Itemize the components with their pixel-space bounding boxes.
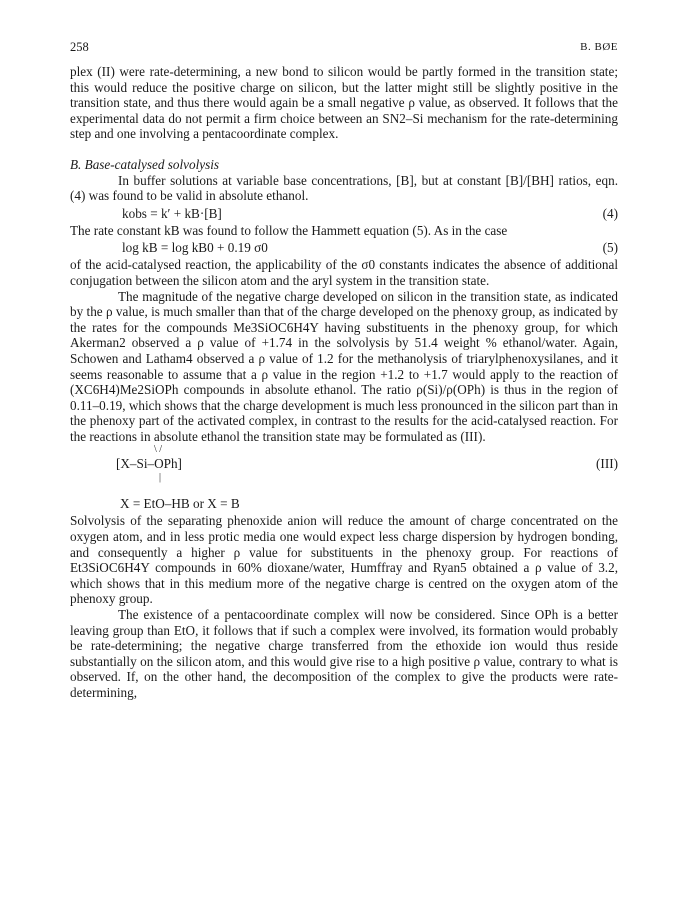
equation-number: (5) [602, 240, 618, 256]
section-heading: B. Base-catalysed solvolysis [70, 156, 220, 172]
running-head-author: B. BØE [580, 41, 618, 53]
equation-number: (III) [596, 456, 618, 472]
paragraph: of the acid-catalysed reaction, the applicability of the σ0 constants indicates the absence of additional conjugation between the silicon atom and the aryl system in the transition state. [70, 257, 618, 288]
page-header [70, 40, 618, 60]
bond-lines-top: \ / [154, 444, 163, 456]
paragraph: The existence of a pentacoordinate complex will now be considered. Since OPh is a better leaving group than EtO, it follows that if such a complex were involved, its formation would probably be rate-determining; the negative charge transferred from the ethoxide ion would thus reside substantially on the silicon atom, and this would give rise to a high positive ρ value, contrary to what is observed. If, on the other hand, the decomposition of the complex to give the products were rate-determining, [70, 607, 618, 700]
page-number: 258 [70, 40, 89, 54]
equation-expression: kobs = k′ + kB·[B] [122, 205, 222, 221]
paragraph: Solvolysis of the separating phenoxide anion will reduce the amount of charge concentrated on the oxygen atom, and in less protic media one would expect less charge dispersion by hydrogen bonding, and consequently a higher ρ value for substituents in the phenoxy group. For reactions of Et3SiOC6H4Y compounds in 60% dioxane/water, Humffray and Ryan5 obtained a ρ value of 3.2, which shows that in this medium more of the negative charge is centred on the oxygen atom of the phenoxy group. [70, 513, 618, 607]
equation-expression: log kB = log kB0 + 0.19 σ0 [122, 240, 268, 256]
structure-III [70, 444, 618, 488]
equation-4 [70, 204, 618, 223]
structure-formula: [X–Si–OPh] [116, 456, 182, 472]
paragraph: In buffer solutions at variable base concentrations, [B], but at constant [B]/[BH] ratios, eqn. (4) was found to be valid in absolute ethanol. [70, 172, 618, 204]
bond-line-bottom: | [159, 472, 162, 484]
equation-5 [70, 238, 618, 257]
paragraph: plex (II) were rate-determining, a new bond to silicon would be partly formed in the transition state; this would reduce the positive charge on silicon, but the latter might still be slightly positive in the transition state, and thus there would again be a small negative ρ value, as observed. It follows that the experimental data do not permit a firm choice between an SN2–Si mechanism for the rate-determining step and one involving a pentacoordinate complex. [70, 64, 618, 142]
paragraph: The rate constant kB was found to follow the Hammett equation (5). As in the case [70, 222, 508, 238]
paper-page [70, 40, 618, 701]
equation-number: (4) [602, 205, 618, 221]
paragraph: The magnitude of the negative charge developed on silicon in the transition state, as indicated by the ρ value, is much smaller than that of the charge developed on the phenoxy group, as indicated by the rates for the compounds Me3SiOC6H4Y having substituents in the phenoxy group, for which Akerman2 observed a ρ value of +1.74 in the solvolysis by 51.4 weight % ethanol/water. Again, Schowen and Latham4 observed a ρ value of 1.2 for the methanolysis of triarylphenoxysilanes, and it seems reasonable to assume that a ρ value in the region +1.2 to +1.7 would apply to the reaction of (XC6H4)Me2SiOPh compounds in absolute ethanol. The ratio ρ(Si)/ρ(OPh) is thus in the region of 0.11–0.19, which shows that the charge development is much less pronounced in the silicon part than in the phenoxy part of the activated complex, in contrast to the results for the acid-catalysed reaction. For the reactions in absolute ethanol the transition state may be formulated as (III). [70, 288, 618, 444]
structure-definition: X = EtO–HB or X = B [120, 496, 240, 512]
